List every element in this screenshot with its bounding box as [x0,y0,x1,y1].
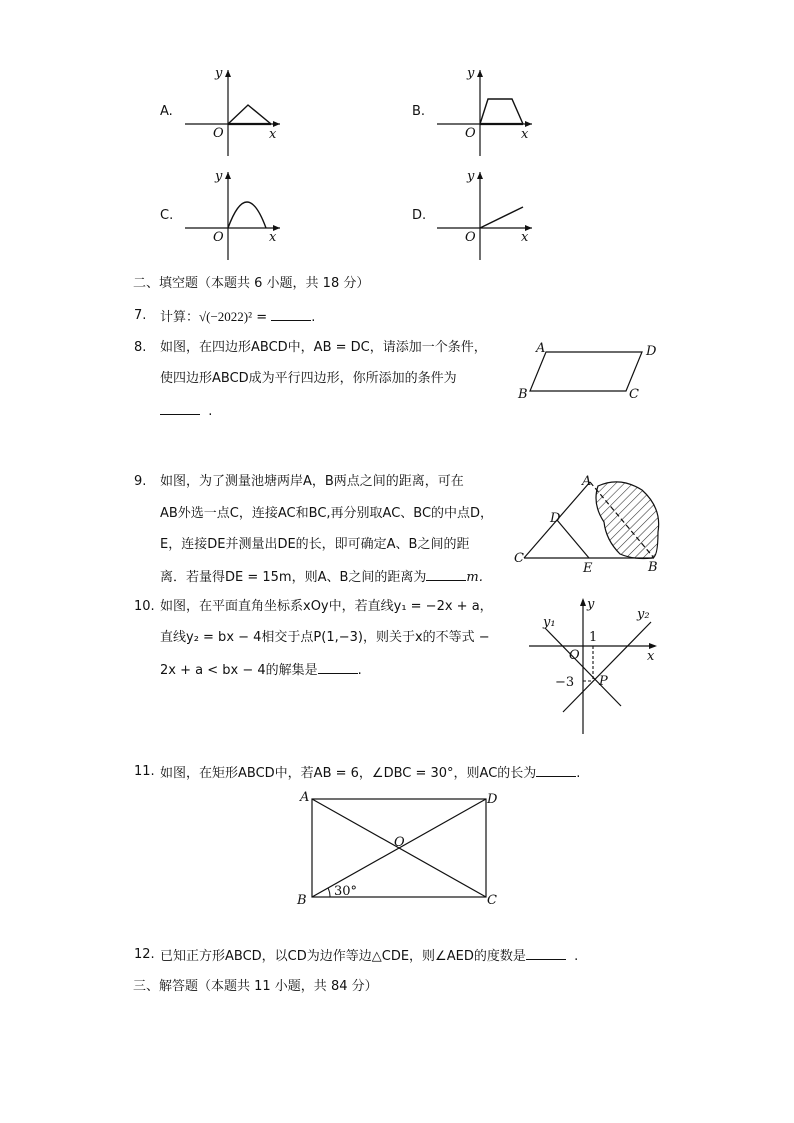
q11-text: 如图，在矩形ABCD中，若AB = 6，∠DBC = 30°，则AC的长为 [160,766,537,781]
q9-line-4 [160,566,483,588]
q10-label-one: 1 [589,630,598,645]
q7-period: . [311,310,316,325]
q7-equals: = [256,310,268,325]
q9-label-a: A [582,474,592,489]
option-d-graph [432,166,542,262]
q10-label-y1: y₁ [543,615,556,630]
q9-number: 9. [134,474,147,489]
q8-parallelogram-figure [512,336,672,406]
q12-text: 已知正方形ABCD，以CD为边作等边△CDE，则∠AED的度数是 [160,949,526,964]
option-b-x: x [521,127,529,142]
q11-label-b: B [297,893,307,908]
option-d-y: y [467,169,475,184]
q12-number: 12. [134,947,155,962]
option-c-label: C. [160,208,174,223]
option-b-o: O [465,126,476,141]
q9-line-4-text: 离．若量得DE = 15m，则A、B之间的距离为 [160,570,427,585]
q7-number: 7. [134,308,147,323]
q11-angle-label: 30° [334,884,358,899]
option-d-x: x [521,230,529,245]
q8-line-2: 使四边形ABCD成为平行四边形，你所添加的条件为 [160,371,457,386]
option-b [412,64,542,160]
q9-unit: m. [466,570,483,585]
q10-label-p: P [599,674,608,689]
q7-answer-blank[interactable] [271,306,311,321]
q9-label-b: B [648,560,658,575]
q8-label-c: C [629,387,639,402]
option-d [412,166,542,262]
option-a-y: y [215,66,223,81]
q10-number: 10. [134,599,155,614]
option-a-graph [180,64,290,160]
q7-expression: √(−2022)² [199,309,253,324]
q10-label-y: y [587,597,595,612]
q12-answer-blank[interactable] [526,945,566,960]
q12-line [160,945,578,967]
q11-label-o: O [394,835,405,850]
option-a-o: O [213,126,224,141]
q11-number: 11. [134,764,155,779]
q12-period: . [574,949,579,964]
section-3-heading: 三、解答题（本题共 11 小题，共 84 分） [133,979,378,994]
option-d-label: D. [412,208,427,223]
option-c-x: x [269,230,277,245]
q8-number: 8. [134,340,147,355]
q11-label-d: D [487,792,498,807]
option-c [160,166,290,262]
q9-label-c: C [514,551,524,566]
q11-label-c: C [487,893,497,908]
q10-line-1: 如图，在平面直角坐标系xOy中，若直线y₁ = −2x + a， [160,599,493,614]
q8-label-d: D [646,344,657,359]
q10-label-neg3: −3 [555,675,575,690]
q10-line-3 [160,659,362,681]
q9-answer-blank[interactable] [426,566,466,581]
option-b-graph [432,64,542,160]
q10-answer-blank[interactable] [318,659,358,674]
option-a [160,64,290,160]
q8-period: . [208,404,213,419]
option-c-y: y [215,169,223,184]
q8-label-b: B [518,387,528,402]
q10-label-y2: y₂ [637,607,650,622]
q7-prefix: 计算： [160,310,200,325]
q10-label-o: O [569,648,580,663]
q11-rectangle-figure [290,785,510,911]
q8-line-1: 如图，在四边形ABCD中，AB = DC，请添加一个条件， [160,340,487,355]
q9-label-d: D [550,511,561,526]
q8-label-a: A [536,341,546,356]
q7-line [160,306,315,328]
option-c-o: O [213,230,224,245]
q11-line [160,762,580,784]
q10-line-3-text: 2x + a < bx − 4的解集是 [160,663,318,678]
section-2-heading: 二、填空题（本题共 6 小题，共 18 分） [133,276,370,291]
q9-pond-figure [510,470,670,580]
q9-label-e: E [583,561,593,576]
q9-pond [596,482,659,559]
option-d-o: O [465,230,476,245]
option-b-label: B. [412,104,426,119]
option-b-y: y [467,66,475,81]
q11-answer-blank[interactable] [536,762,576,777]
q10-label-x: x [647,649,655,664]
q11-period: . [576,766,581,781]
option-a-x: x [269,127,277,142]
q9-line-3: E，连接DE并测量出DE的长，即可确定A、B之间的距 [160,537,470,552]
q10-period: . [357,663,362,678]
option-c-graph [180,166,290,262]
q10-coordinate-figure [525,594,665,736]
q10-line-2: 直线y₂ = bx − 4相交于点P(1,−3)，则关于x的不等式 − [160,630,490,645]
option-a-label: A. [160,104,173,119]
q8-parallelogram [530,352,642,391]
q9-line-1: 如图，为了测量池塘两岸A，B两点之间的距离，可在 [160,474,464,489]
q9-line-2: AB外选一点C，连接AC和BC,再分别取AC、BC的中点D， [160,506,494,521]
q8-line-3 [160,400,212,422]
q8-answer-blank[interactable] [160,400,200,415]
q11-label-a: A [300,790,310,805]
